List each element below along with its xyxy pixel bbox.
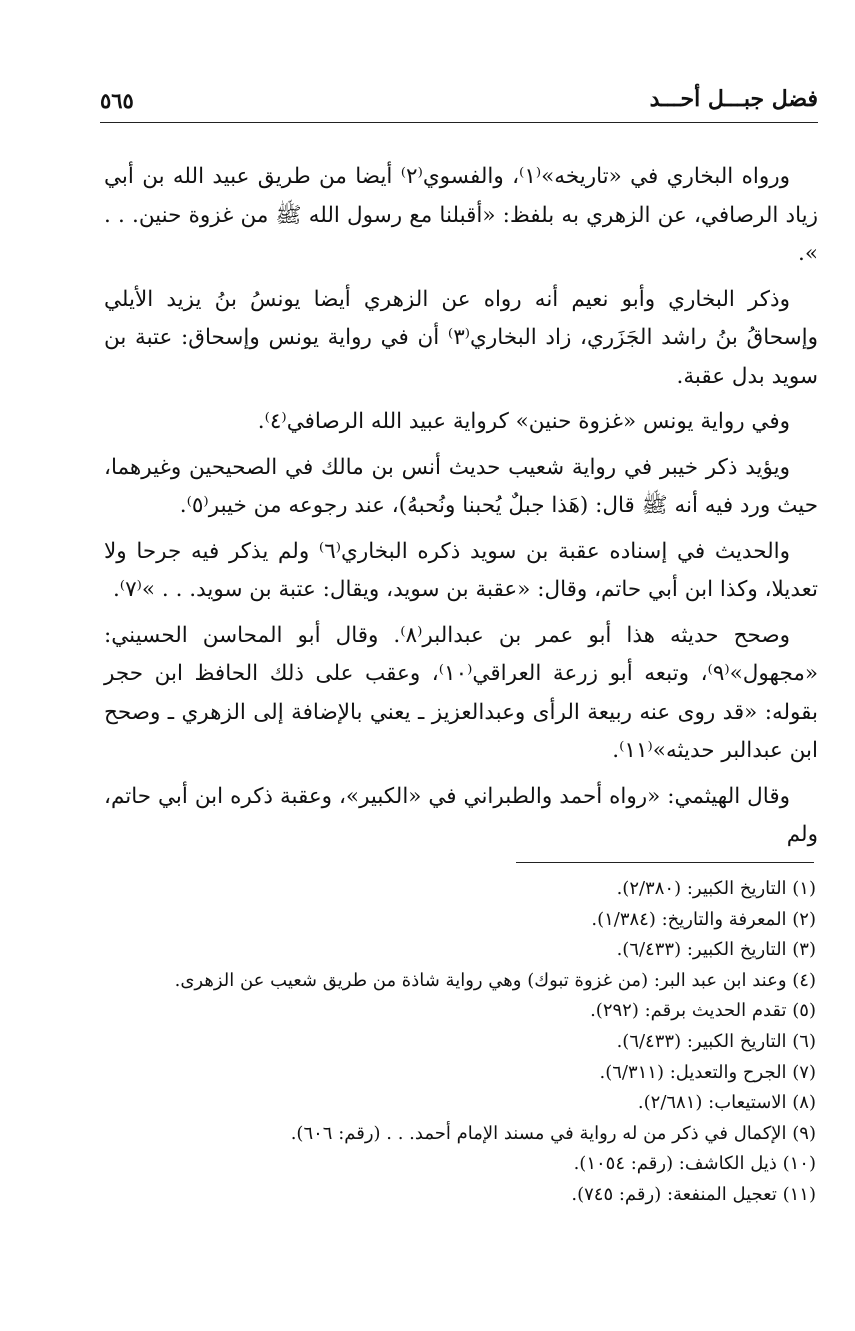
paragraph: وفي رواية يونس «غزوة حنين» كرواية عبيد الله الرصافي⁽٤⁾. (257, 409, 790, 434)
footnote: (٣) التاريخ الكبير: (٦/٤٣٣). (616, 939, 816, 961)
paragraph: وقال الهيثمي: «رواه أحمد والطبراني في «الكبير»، وعقبة ذكره ابن أبي حاتم، ولم (104, 783, 818, 847)
paragraph: وذكر البخاري وأبو نعيم أنه رواه عن الزهري أيضا يونسُ بنُ يزيد الأيلي وإسحاقُ بنُ راشد الجَزَري، زاد البخاري⁽٣⁾ أن في رواية يونس وإسحاق: عتبة بن سويد بدل عقبة. (104, 286, 818, 389)
header-rule (100, 122, 818, 123)
footnote: (٨) الاستيعاب: (٢/٦٨١). (637, 1092, 816, 1114)
page-number: ٥٦٥ (100, 88, 134, 113)
footnote: (٧) الجرح والتعديل: (٦/٣١١). (599, 1061, 816, 1083)
footnote: (١٠) ذيل الكاشف: (رقم: ١٠٥٤). (573, 1153, 816, 1175)
paragraph: والحديث في إسناده عقبة بن سويد ذكره البخاري⁽٦⁾ ولم يذكر فيه جرحا ولا تعديلا، وكذا ابن أبي حاتم، وقال: «عقبة بن سويد، ويقال: عتبة بن سويد. . . »⁽٧⁾. (104, 538, 818, 602)
footnote: (١) التاريخ الكبير: (٢/٣٨٠). (616, 878, 816, 899)
footnote: (٤) وعند ابن عبد البر: (من غزوة تبوك) وهي رواية شاذة من طريق شعيب عن الزهرى. (174, 969, 816, 991)
running-header (100, 80, 818, 120)
footnote: (١١) تعجيل المنفعة: (رقم: ٧٤٥). (571, 1183, 816, 1205)
footnote-separator (516, 862, 814, 863)
footnote: (٩) الإكمال في ذكر من له رواية في مسند الإمام أحمد. . . (رقم: ٦٠٦). (290, 1122, 816, 1144)
paragraph: وصحح حديثه هذا أبو عمر بن عبدالبر⁽٨⁾. وقال أبو المحاسن الحسيني: «مجهول»⁽٩⁾، وتبعه أبو زرعة العراقي⁽١٠⁾، وعقب على ذلك الحافظ ابن حجر بقوله: «قد روى عنه ربيعة الرأى وعبدالعزيز ـ يعني بالإضافة إلى الزهري ـ وصحح ابن عبدالبر حديثه»⁽١١⁾. (104, 622, 818, 763)
paragraph: ورواه البخاري في «تاريخه»⁽١⁾، والفسوي⁽٢⁾ أيضا من طريق عبيد الله بن أبي زياد الرصافي، عن الزهري به بلفظ: «أقبلنا مع رسول الله ﷺ من غزوة حنين. . . ». (104, 164, 818, 266)
main-text (104, 158, 818, 862)
footnote: (٦) التاريخ الكبير: (٦/٤٣٣). (616, 1030, 816, 1052)
footnote: (٥) تقدم الحديث برقم: (٢٩٢). (590, 1000, 816, 1022)
running-title: فضل جبـــل أحـــد (649, 86, 818, 112)
footnote: (٢) المعرفة والتاريخ: (١/٣٨٤). (591, 908, 816, 930)
paragraph: ويؤيد ذكر خيبر في رواية شعيب حديث أنس بن مالك في الصحيحين وغيرهما، حيث ورد فيه أنه ﷺ قال: (هَذا جبلٌ يُحبنا ونُحبهُ)، عند رجوعه من خيبر⁽٥⁾. (104, 454, 818, 518)
footnotes-list (100, 874, 816, 1211)
